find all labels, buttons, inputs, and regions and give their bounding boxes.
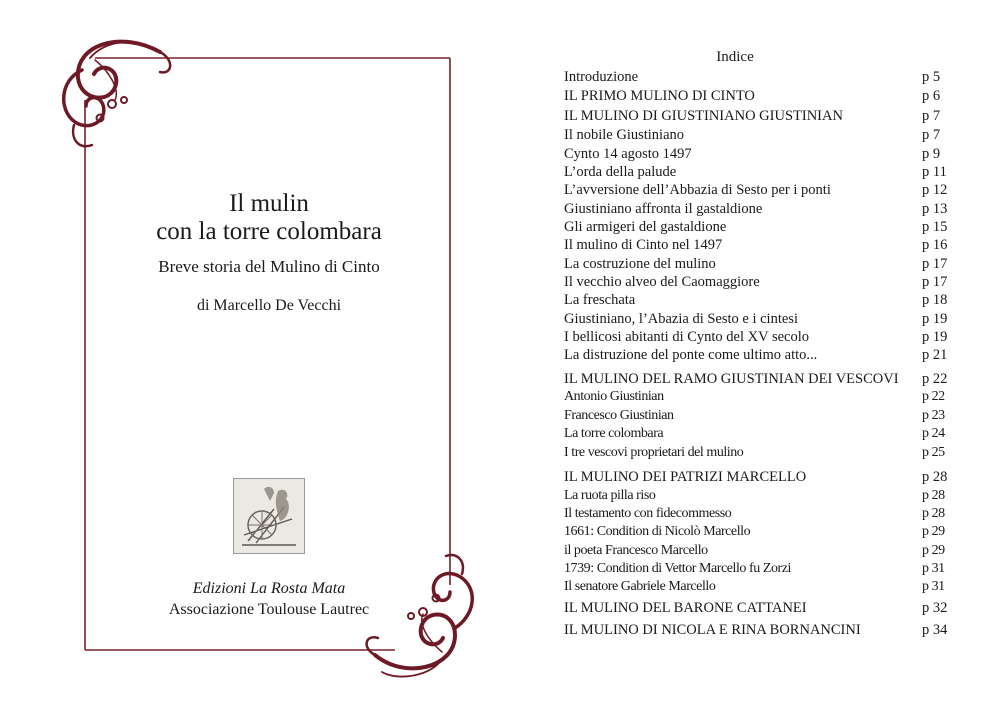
toc-entry-title: Cynto 14 agosto 1497 <box>564 146 692 162</box>
toc-entry <box>564 273 959 291</box>
toc-entry-page: p 31 <box>922 561 945 576</box>
toc-entry-title: La distruzione del ponte come ultimo atto... <box>564 347 818 363</box>
toc-entry-title: IL MULINO DEL BARONE CATTANEI <box>564 600 807 616</box>
toc-entry-page: p 11 <box>922 164 947 180</box>
toc-entry-page: p 22 <box>922 389 945 404</box>
toc-entry <box>564 388 959 406</box>
toc-entry-title: La ruota pilla riso <box>564 488 656 503</box>
toc-entry-page: p 17 <box>922 256 948 272</box>
toc-entry-title: IL MULINO DI GIUSTINIANO GIUSTINIAN <box>564 108 843 124</box>
toc-entry <box>564 599 959 617</box>
toc-entry-title: 1661: Condition di Nicolò Marcello <box>564 524 751 539</box>
toc-entry-title: L’avversione dell’Abbazia di Sesto per i ponti <box>564 182 831 198</box>
toc-entry-title: I tre vescovi proprietari del mulino <box>564 445 744 460</box>
toc-entry <box>564 578 959 596</box>
toc-entry-page: p 23 <box>922 408 945 423</box>
toc-entry <box>564 145 959 163</box>
toc-entry <box>564 505 959 523</box>
toc-entry-title: 1739: Condition di Vettor Marcello fu Zorzi <box>564 561 791 576</box>
toc-entry-page: p 29 <box>922 524 945 539</box>
toc-entry-title: IL MULINO DEI PATRIZI MARCELLO <box>564 469 807 485</box>
cover-author: di Marcello De Vecchi <box>196 297 342 314</box>
toc-entry-page: p 31 <box>922 579 945 594</box>
toc-entry-title: Il mulino di Cinto nel 1497 <box>564 237 723 253</box>
toc-entry-page: p 7 <box>922 127 941 143</box>
toc-entry-page: p 34 <box>922 622 948 638</box>
toc-entry <box>564 218 959 236</box>
toc-entry-page: p 7 <box>922 108 941 124</box>
toc-entry <box>564 107 959 125</box>
toc-entry-title: il poeta Francesco Marcello <box>564 543 708 558</box>
cover-association: Associazione Toulouse Lautrec <box>168 601 370 618</box>
toc-entry-title: La costruzione del mulino <box>564 256 716 272</box>
toc-entry <box>564 236 959 254</box>
toc-entry-title: Gli armigeri del gastaldione <box>564 219 727 235</box>
toc-entry-page: p 15 <box>922 219 948 235</box>
toc-entry-page: p 19 <box>922 311 948 327</box>
toc-entry <box>564 255 959 273</box>
mill-sketch-illustration <box>233 478 305 554</box>
toc-entry <box>564 126 959 144</box>
cover-subtitle: Breve storia del Mulino di Cinto <box>158 257 380 276</box>
toc-entry-title: I bellicosi abitanti di Cynto del XV secolo <box>564 329 809 345</box>
toc-entry-page: p 13 <box>922 201 948 217</box>
toc-entry-page: p 18 <box>922 292 948 308</box>
cover-title-line1: Il mulin <box>229 190 309 217</box>
toc-heading: Indice <box>716 49 754 65</box>
toc-entry-title: La freschata <box>564 292 636 308</box>
toc-entry-page: p 16 <box>922 237 948 253</box>
toc-entry-page: p 19 <box>922 329 948 345</box>
toc-entry-page: p 12 <box>922 182 948 198</box>
toc-entry-title: L’orda della palude <box>564 164 677 180</box>
toc-entry <box>564 87 959 105</box>
toc-entry <box>564 68 959 86</box>
toc-entry-page: p 22 <box>922 371 948 387</box>
toc-entry-page: p 9 <box>922 146 941 162</box>
toc-entry-title: Il senatore Gabriele Marcello <box>564 579 716 594</box>
toc-entry-title: Il vecchio alveo del Caomaggiore <box>564 274 760 290</box>
toc-entry-title: Francesco Giustinian <box>564 408 674 423</box>
toc-entry <box>564 200 959 218</box>
toc-entry <box>564 370 959 388</box>
toc-entry <box>564 310 959 328</box>
toc-entry-title: IL PRIMO MULINO DI CINTO <box>564 88 755 104</box>
toc-entry-page: p 21 <box>922 347 948 363</box>
toc-entry-page: p 24 <box>922 426 945 441</box>
toc-entry-page: p 5 <box>922 69 941 85</box>
toc-entry-title: IL MULINO DI NICOLA E RINA BORNANCINI <box>564 622 861 638</box>
toc-entry <box>564 328 959 346</box>
toc-entry <box>564 560 959 578</box>
toc-entry <box>564 163 959 181</box>
toc-entry-title: La torre colombara <box>564 426 664 441</box>
toc-entry-page: p 29 <box>922 543 945 558</box>
toc-entry-title: Giustiniano affronta il gastaldione <box>564 201 763 217</box>
cover-publisher: Edizioni La Rosta Mata <box>192 580 346 597</box>
toc-entry <box>564 291 959 309</box>
toc-entry-page: p 28 <box>922 469 948 485</box>
toc-entry-page: p 17 <box>922 274 948 290</box>
toc-entry <box>564 407 959 425</box>
toc-entry-title: Introduzione <box>564 69 639 85</box>
toc-entry <box>564 487 959 505</box>
toc-entry <box>564 621 959 639</box>
toc-entry-title: IL MULINO DEL RAMO GIUSTINIAN DEI VESCOVI <box>564 371 899 387</box>
toc-entry-page: p 6 <box>922 88 941 104</box>
toc-entry <box>564 444 959 462</box>
toc-entry-page: p 32 <box>922 600 948 616</box>
toc-entry-page: p 28 <box>922 506 945 521</box>
toc-entry-title: Il testamento con fidecommesso <box>564 506 732 521</box>
toc-entry-page: p 28 <box>922 488 945 503</box>
toc-entry <box>564 523 959 541</box>
toc-entry <box>564 346 959 364</box>
toc-entry <box>564 425 959 443</box>
toc-entry <box>564 542 959 560</box>
toc-entry <box>564 181 959 199</box>
cover-title-line2: con la torre colombara <box>156 218 382 245</box>
toc-entry-title: Antonio Giustinian <box>564 389 664 404</box>
toc-entry-title: Giustiniano, l’Abazia di Sesto e i cintesi <box>564 311 798 327</box>
toc-entry <box>564 468 959 486</box>
toc-entry-title: Il nobile Giustiniano <box>564 127 685 143</box>
toc-entry-page: p 25 <box>922 445 945 460</box>
